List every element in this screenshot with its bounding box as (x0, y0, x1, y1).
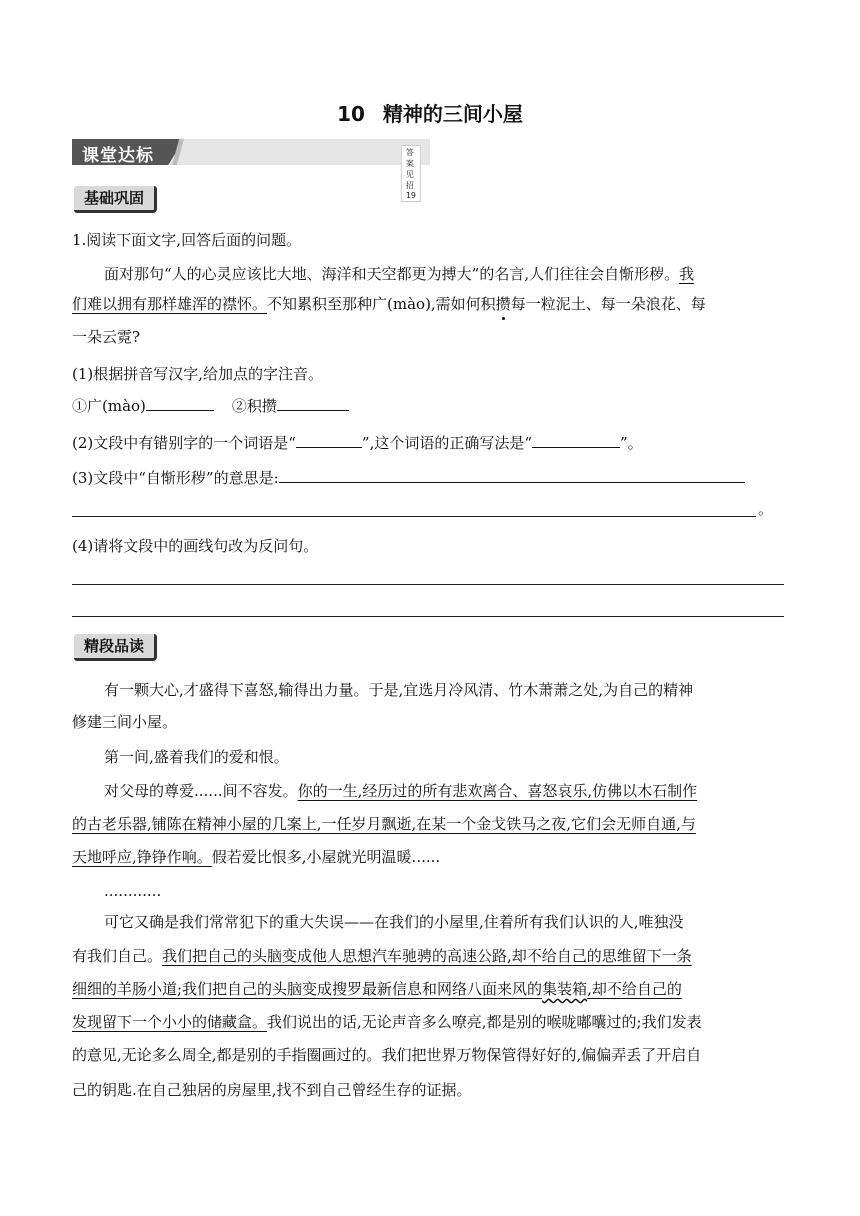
reading-ellipsis: ............ (104, 882, 162, 900)
answer-blank[interactable] (279, 466, 745, 483)
underlined-sentence: 们难以拥有那样雄浑的襟怀。 (72, 295, 268, 313)
reading-text: 有我们自己。 (72, 947, 163, 965)
passage-line-2 (72, 293, 788, 315)
underlined-sentence: 我们把自己的头脑变成他人思想汽车驰骋的高速公路,却不给自己的思维留下一条 (162, 947, 692, 965)
underlined-sentence: 你的一生,经历过的所有悲欢离合、喜怒哀乐,仿佛以木石制作 (297, 782, 698, 800)
sub-question-2-text: ”,这个词语的正确写法是“ (361, 434, 533, 452)
sub-question-1: (1)根据拼音写汉字,给加点的字注音。 (72, 365, 324, 383)
passage-line-3: 一朵云霓? (72, 328, 141, 346)
underlined-sentence: 我 (679, 265, 695, 283)
underlined-sentence: 发现留下一个小小的储藏盒。 (72, 1013, 268, 1031)
reading-p3-line-3 (72, 846, 788, 868)
answer-line[interactable] (72, 584, 784, 585)
reading-p1-line-1: 有一颗大心,才盛得下喜怒,输得出力量。于是,宜选月冷风清、竹木萧萧之处,为自己的精神 (104, 681, 694, 699)
section-tag-reading: 精段品读 (74, 634, 157, 661)
passage-text: 面对那句“人的心灵应该比大地、海洋和天空都更为搏大”的名言,人们往往会自惭形秽。 (104, 265, 680, 283)
answer-line[interactable] (72, 516, 756, 517)
reading-p2: 第一间,盛着我们的爱和恨。 (104, 748, 289, 766)
underlined-sentence: 的古老乐器,铺陈在精神小屋的几案上,一任岁月飘逝,在某一个金戈铁马之夜,它们会无师自通,与 (72, 815, 696, 833)
sub-question-2 (72, 431, 788, 454)
blank-label-a: ①广(mào) (72, 397, 146, 415)
reading-text: 对父母的尊爱......间不容发。 (104, 782, 298, 800)
passage-text: 不知累积至那种广(mào),需如何积 (267, 295, 496, 313)
sub-question-2-text: (2)文段中有错别字的一个词语是“ (72, 434, 296, 452)
section-tag-basics: 基础巩固 (74, 186, 157, 213)
sub-question-4: (4)请将文段中的画线句改为反问句。 (72, 537, 319, 555)
reading-p4-line-1: 可它又确是我们常常犯下的重大失误——在我们的小屋里,住着所有我们认识的人,唯独没 (104, 913, 684, 931)
wavy-underlined-word: 集装箱 (542, 980, 588, 998)
answer-reference: 答案见招19 (401, 145, 421, 202)
answer-blank[interactable] (277, 394, 349, 411)
answer-blank[interactable] (146, 394, 214, 411)
reading-p1-line-2: 修建三间小屋。 (72, 713, 178, 731)
passage-line-1 (104, 263, 788, 285)
question-1-stem: 1.阅读下面文字,回答后面的问题。 (72, 231, 302, 249)
reading-p4-line-6: 己的钥匙.在自己独居的房屋里,找不到自己曾经生存的证据。 (72, 1081, 472, 1099)
underlined-sentence: 细细的羊肠小道;我们把自己的头脑变成搜罗最新信息和网络八面来风的 (72, 980, 543, 998)
reading-text: 假若爱比恨多,小屋就光明温暖...... (211, 848, 441, 866)
sub-question-3-text: (3)文段中“自惭形秽”的意思是: (72, 469, 279, 487)
sub-question-2-text: ”。 (620, 434, 643, 452)
underlined-sentence: ,却不给自己的 (587, 980, 682, 998)
page-title (0, 98, 860, 127)
reading-p4-line-3 (72, 978, 788, 1000)
lesson-title: 精神的三间小屋 (382, 102, 523, 126)
reading-p3-line-1 (104, 780, 788, 802)
sub-question-1-blanks (72, 394, 788, 417)
reading-p4-line-4 (72, 1011, 788, 1033)
lesson-number: 10 (337, 102, 365, 126)
passage-text: 每一粒泥土、每一朵浪花、每 (510, 295, 706, 313)
section-label: 课堂达标 (82, 146, 154, 166)
answer-blank[interactable] (532, 431, 620, 448)
blank-label-b: ②积攒 (231, 397, 277, 415)
sub-question-3 (72, 466, 788, 489)
answer-line[interactable] (72, 616, 784, 617)
underlined-sentence: 天地呼应,铮铮作响。 (72, 848, 212, 866)
reading-p4-line-5: 的意见,无论多么周全,都是别的手指圈画过的。我们把世界万物保管得好好的,偏偏弄丢了开启自 (72, 1046, 702, 1064)
dotted-character: 攒 (495, 295, 511, 313)
period: 。 (758, 500, 774, 518)
reading-text: 我们说出的话,无论声音多么嘹亮,都是别的喉咙嘟囔过的;我们发表 (267, 1013, 702, 1031)
answer-blank[interactable] (296, 431, 362, 448)
reading-p4-line-2 (72, 945, 788, 967)
reading-p3-line-2 (72, 813, 788, 835)
